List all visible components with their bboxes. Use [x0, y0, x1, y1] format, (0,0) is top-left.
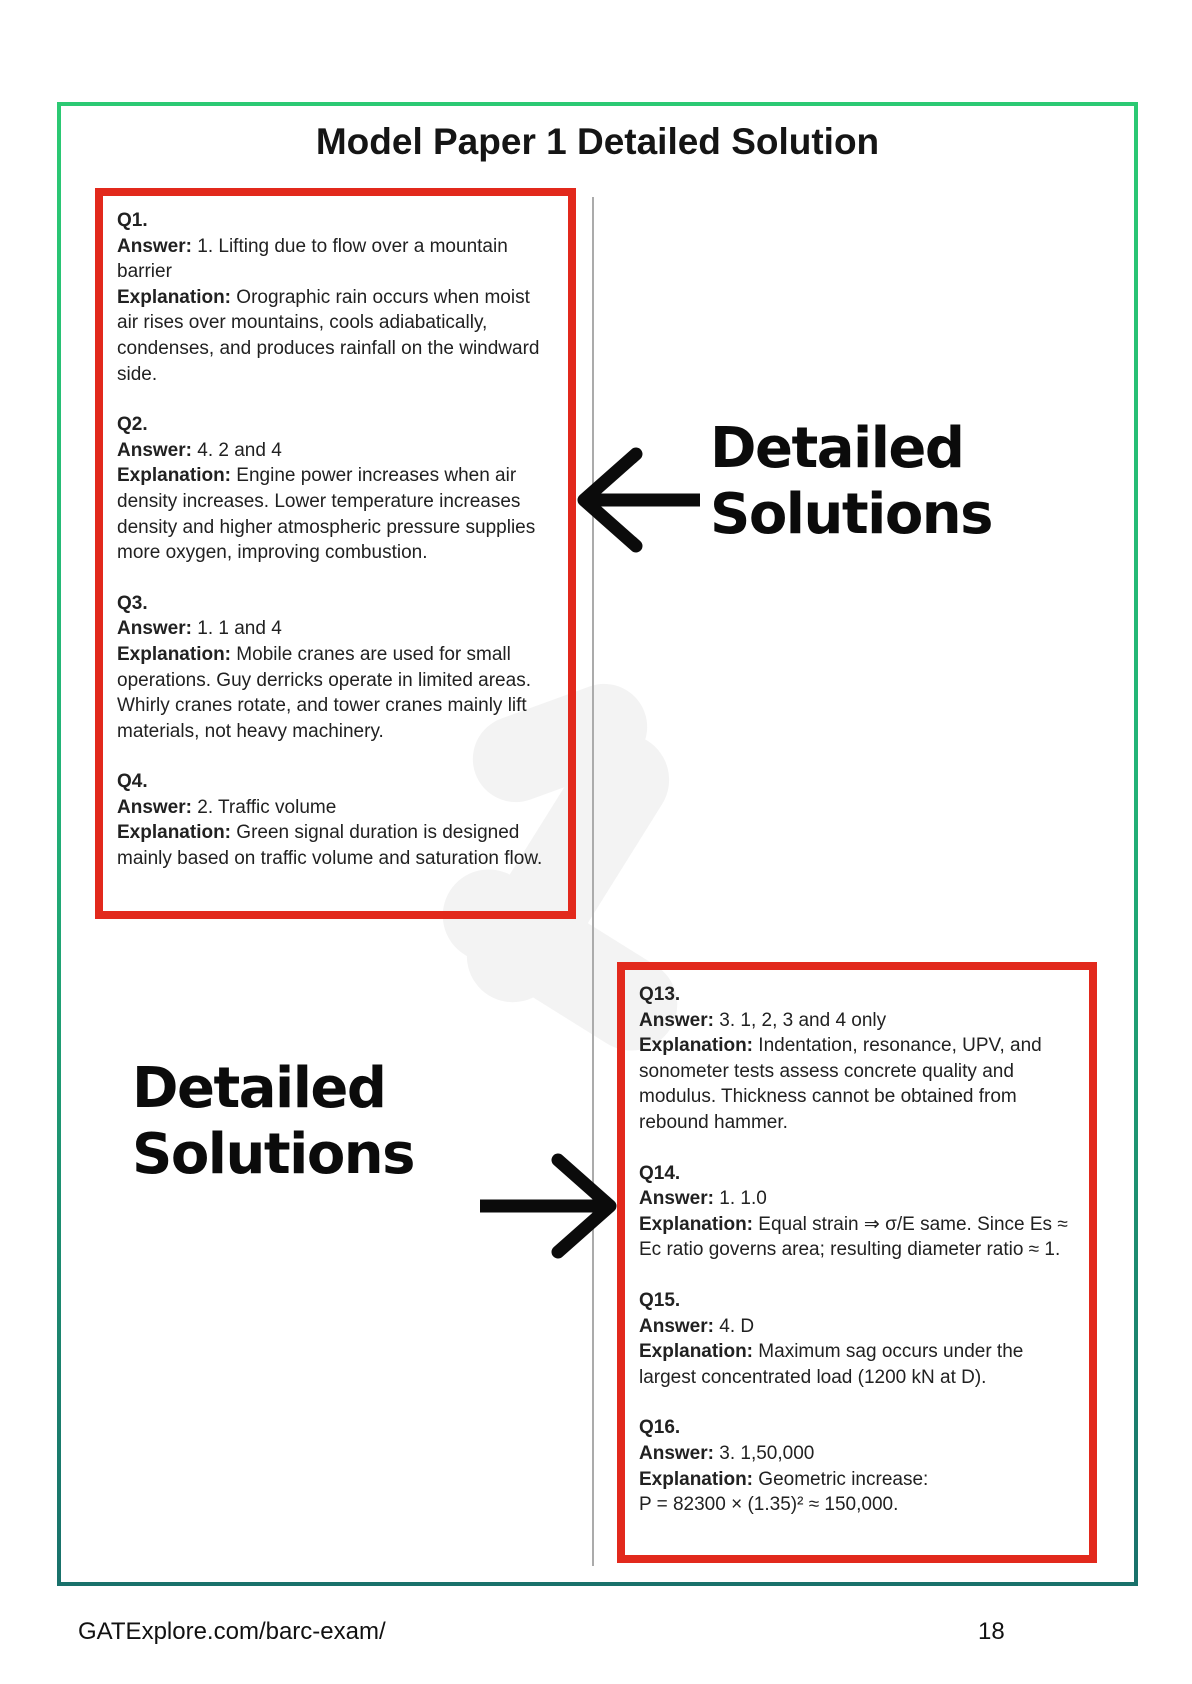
arrow-right-icon [476, 1148, 618, 1264]
answer-text: 4. D [713, 1315, 755, 1337]
explanation-text: Geometric increase: [753, 1468, 929, 1490]
explanation-text: Indentation, resonance, UPV, and sonometer tests assess concrete quality and modulus. Thickness cannot be obtained from rebound hammer. [639, 1035, 1042, 1133]
explanation-line [639, 1033, 1075, 1135]
solutions-box-left [95, 188, 576, 919]
annotation-line: Solutions [132, 1122, 415, 1187]
explanation-label: Explanation: [117, 643, 232, 665]
answer-label: Answer: [117, 618, 192, 640]
question-number: Q4. [117, 771, 148, 793]
answer-text: 3. 1, 2, 3 and 4 only [713, 1009, 887, 1031]
question-number: Q14. [639, 1162, 681, 1184]
solutions-box-right [617, 962, 1097, 1563]
footer-page-number: 18 [978, 1618, 1005, 1645]
explanation-label: Explanation: [639, 1213, 754, 1235]
answer-line [117, 234, 554, 285]
annotation-detailed-solutions-top [710, 416, 992, 548]
answer-label: Answer: [639, 1188, 714, 1210]
question-number: Q13. [639, 984, 681, 1005]
footer-site-url: GATExplore.com/barc-exam/ [78, 1618, 386, 1645]
explanation-label: Explanation: [639, 1468, 754, 1490]
explanation-text: Orographic rain occurs when moist air rises over mountains, cools adiabatically, condenses, and produces rainfall on the windward side. [117, 286, 540, 385]
qa-block-q16 [639, 1415, 1075, 1517]
answer-label: Answer: [117, 439, 192, 461]
explanation-label: Explanation: [639, 1035, 754, 1057]
answer-line [639, 1441, 1075, 1467]
qa-block-q14 [639, 1161, 1075, 1263]
answer-line [639, 1008, 1075, 1034]
explanation-text: Maximum sag occurs under the largest concentrated load (1200 kN at D). [639, 1341, 1024, 1388]
answer-line [639, 1186, 1075, 1212]
answer-text: 1. Lifting due to flow over a mountain barrier [117, 235, 508, 283]
explanation-line [639, 1212, 1075, 1263]
explanation-line [639, 1339, 1075, 1390]
answer-label: Answer: [639, 1442, 714, 1464]
explanation-text: Engine power increases when air density increases. Lower temperature increases density and higher atmospheric pressure supplies more oxygen, improving combustion. [117, 465, 536, 564]
answer-text: 4. 2 and 4 [191, 439, 282, 461]
answer-label: Answer: [117, 796, 192, 818]
explanation-label: Explanation: [117, 822, 232, 844]
explanation-line [117, 820, 554, 871]
qa-block-q13 [639, 982, 1075, 1136]
arrow-left-icon [576, 442, 704, 558]
answer-text: 1. 1 and 4 [191, 618, 282, 640]
answer-line [117, 795, 554, 821]
answer-text: 1. 1.0 [713, 1188, 767, 1210]
answer-line [117, 616, 554, 642]
explanation-label: Explanation: [639, 1341, 754, 1363]
explanation-line [117, 463, 554, 565]
column-divider-line [592, 197, 594, 1566]
answer-label: Answer: [639, 1009, 714, 1031]
answer-label: Answer: [639, 1315, 714, 1337]
annotation-line: Detailed [710, 416, 964, 481]
formula-line: P = 82300 × (1.35)² ≈ 150,000. [639, 1494, 899, 1516]
explanation-text: Equal strain ⇒ σ/E same. Since Es ≈ Ec ratio governs area; resulting diameter ratio ≈ 1. [639, 1213, 1068, 1261]
answer-line [117, 438, 554, 464]
answer-text: 3. 1,50,000 [713, 1442, 815, 1464]
explanation-line [639, 1467, 1075, 1493]
answer-line [639, 1314, 1075, 1340]
qa-block-q1 [117, 208, 554, 387]
explanation-label: Explanation: [117, 286, 232, 308]
qa-block-q2 [117, 412, 554, 566]
answer-label: Answer: [117, 235, 192, 257]
answer-text: 2. Traffic volume [191, 796, 337, 818]
question-number: Q1. [117, 210, 148, 231]
question-number: Q3. [117, 592, 148, 614]
qa-block-q4 [117, 769, 554, 871]
annotation-line: Detailed [132, 1056, 386, 1121]
question-number: Q16. [639, 1417, 681, 1439]
question-number: Q15. [639, 1289, 681, 1311]
explanation-label: Explanation: [117, 465, 232, 487]
qa-block-q15 [639, 1288, 1075, 1390]
qa-block-q3 [117, 591, 554, 745]
explanation-line [117, 285, 554, 387]
explanation-text: Green signal duration is designed mainly based on traffic volume and saturation flow. [117, 822, 543, 870]
page-title: Model Paper 1 Detailed Solution [315, 121, 880, 162]
annotation-detailed-solutions-bottom [132, 1056, 414, 1188]
question-number: Q2. [117, 414, 148, 436]
annotation-line: Solutions [710, 482, 993, 547]
explanation-line [117, 642, 554, 744]
explanation-text: Mobile cranes are used for small operations. Guy derricks operate in limited areas. Whirly cranes rotate, and tower cranes mainly lift materials, not heavy machinery. [117, 643, 531, 742]
